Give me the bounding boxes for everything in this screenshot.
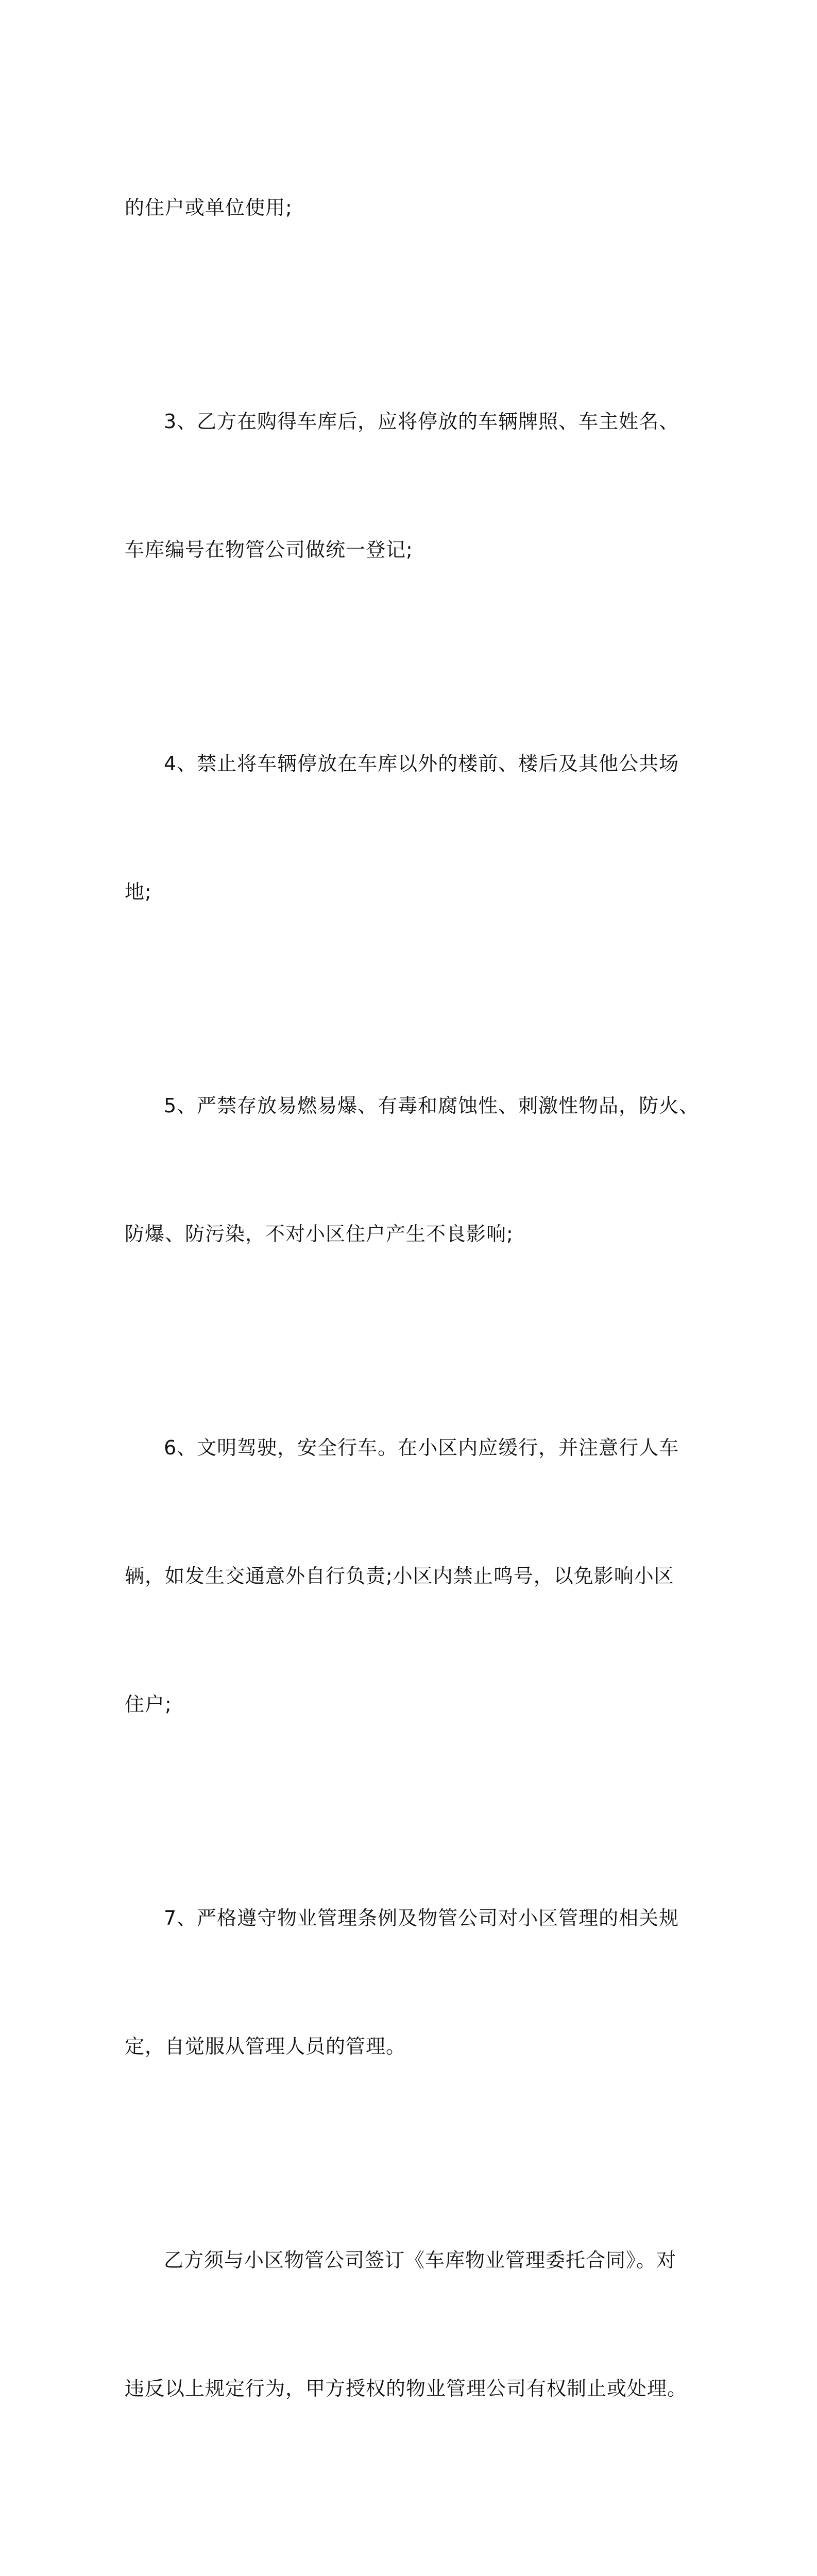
paragraph-item-7 bbox=[125, 1811, 702, 2154]
paragraph-party-b-obligation bbox=[125, 2154, 702, 2496]
paragraph-item-3 bbox=[125, 315, 702, 657]
paragraph-continuation bbox=[125, 101, 702, 315]
text-line: 定，自觉服从管理人员的管理。 bbox=[125, 2035, 406, 2058]
text-line: 3、乙方在购得车库后，应将停放的车辆牌照、车主姓名、 bbox=[164, 410, 679, 433]
text-line: 防爆、防污染，不对小区住户产生不良影响; bbox=[125, 1223, 514, 1245]
text-line: 6、文明驾驶，安全行车。在小区内应缓行，并注意行人车 bbox=[164, 1436, 679, 1459]
text-line: 7、严格遵守物业管理条例及物管公司对小区管理的相关规 bbox=[164, 1907, 679, 1929]
text-line: 5、严禁存放易燃易爆、有毒和腐蚀性、刺激性物品，防火、 bbox=[164, 1094, 700, 1117]
paragraph-item-4 bbox=[125, 657, 702, 999]
paragraph-item-6 bbox=[125, 1341, 702, 1811]
text-line: 地; bbox=[125, 880, 152, 903]
text-line: 乙方须与小区物管公司签订《车库物业管理委托合同》。对 bbox=[164, 2249, 677, 2272]
text-line: 住户; bbox=[125, 1693, 172, 1716]
paragraph-clause-7 bbox=[125, 2496, 702, 2576]
text-line: 车库编号在物管公司做统一登记; bbox=[125, 538, 413, 561]
text-line: 辆，如发生交通意外自行负责;小区内禁止鸣号，以免影响小区 bbox=[125, 1565, 674, 1587]
paragraph-item-5 bbox=[125, 999, 702, 1341]
text-line: 4、禁止将车辆停放在车库以外的楼前、楼后及其他公共场 bbox=[164, 752, 679, 775]
text-line: 的住户或单位使用; bbox=[125, 196, 293, 219]
text-line: 违反以上规定行为，甲方授权的物业管理公司有权制止或处理。 bbox=[125, 2377, 688, 2400]
document-body bbox=[125, 101, 702, 2576]
